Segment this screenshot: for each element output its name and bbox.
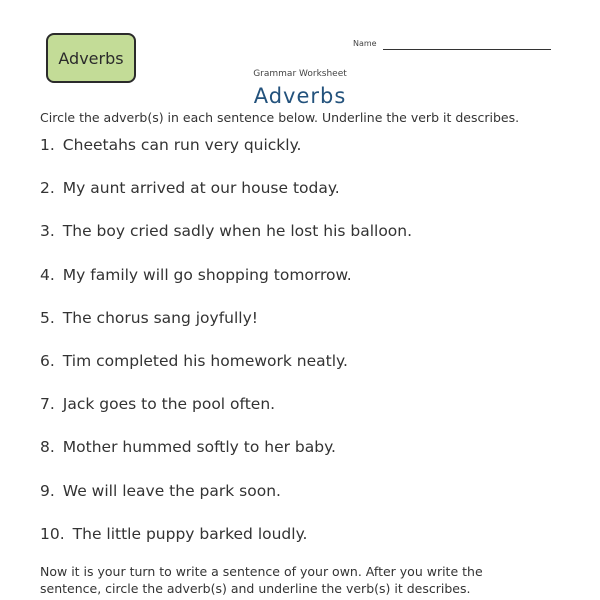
sentence-number: 7.	[40, 395, 55, 414]
sentence-text: My aunt arrived at our house today.	[62, 179, 340, 198]
footer-line-1: Now it is your turn to write a sentence of your own. After you write the	[40, 564, 483, 579]
sentence-item	[40, 393, 412, 436]
sentence-item	[40, 264, 412, 307]
sentence-text: We will leave the park soon.	[62, 481, 281, 500]
sentence-item	[40, 220, 412, 263]
sentence-number: 2.	[40, 179, 55, 198]
sentence-text: My family will go shopping tomorrow.	[62, 265, 352, 284]
instructions: Circle the adverb(s) in each sentence below. Underline the verb it describes.	[40, 110, 520, 125]
sentence-text: The little puppy barked loudly.	[72, 524, 308, 543]
sentence-number: 8.	[40, 438, 55, 457]
sentence-number: 1.	[40, 136, 55, 154]
sentence-text: Mother hummed softly to her baby.	[62, 438, 336, 457]
footer-line-2: sentence, circle the adverb(s) and underline the verb(s) it describes.	[40, 581, 471, 596]
sentence-item	[40, 177, 412, 220]
sentence-item	[40, 480, 412, 523]
worksheet-title: Adverbs	[253, 84, 347, 108]
sentence-number: 10.	[40, 524, 65, 543]
name-write-line	[383, 49, 551, 50]
name-label: Name	[353, 39, 377, 48]
topic-badge-label: Adverbs	[58, 48, 124, 68]
sentence-item	[40, 523, 412, 566]
sentence-text: Jack goes to the pool often.	[62, 395, 276, 414]
sentence-item	[40, 350, 412, 393]
sentence-number: 6.	[40, 351, 55, 370]
sentence-number: 9.	[40, 481, 55, 500]
sentence-number: 3.	[40, 222, 55, 241]
sentence-list	[40, 134, 412, 566]
sentence-item	[40, 436, 412, 479]
sentence-number: 4.	[40, 265, 55, 284]
sentence-text: Tim completed his homework neatly.	[62, 351, 348, 370]
footer-instructions	[40, 563, 560, 597]
sentence-text: The boy cried sadly when he lost his balloon.	[62, 222, 413, 241]
sentence-item	[40, 134, 412, 177]
sentence-number: 5.	[40, 308, 55, 327]
worksheet-subtitle: Grammar Worksheet	[253, 69, 347, 79]
sentence-item	[40, 307, 412, 350]
sentence-text: Cheetahs can run very quickly.	[62, 136, 302, 154]
sentence-text: The chorus sang joyfully!	[62, 308, 258, 327]
